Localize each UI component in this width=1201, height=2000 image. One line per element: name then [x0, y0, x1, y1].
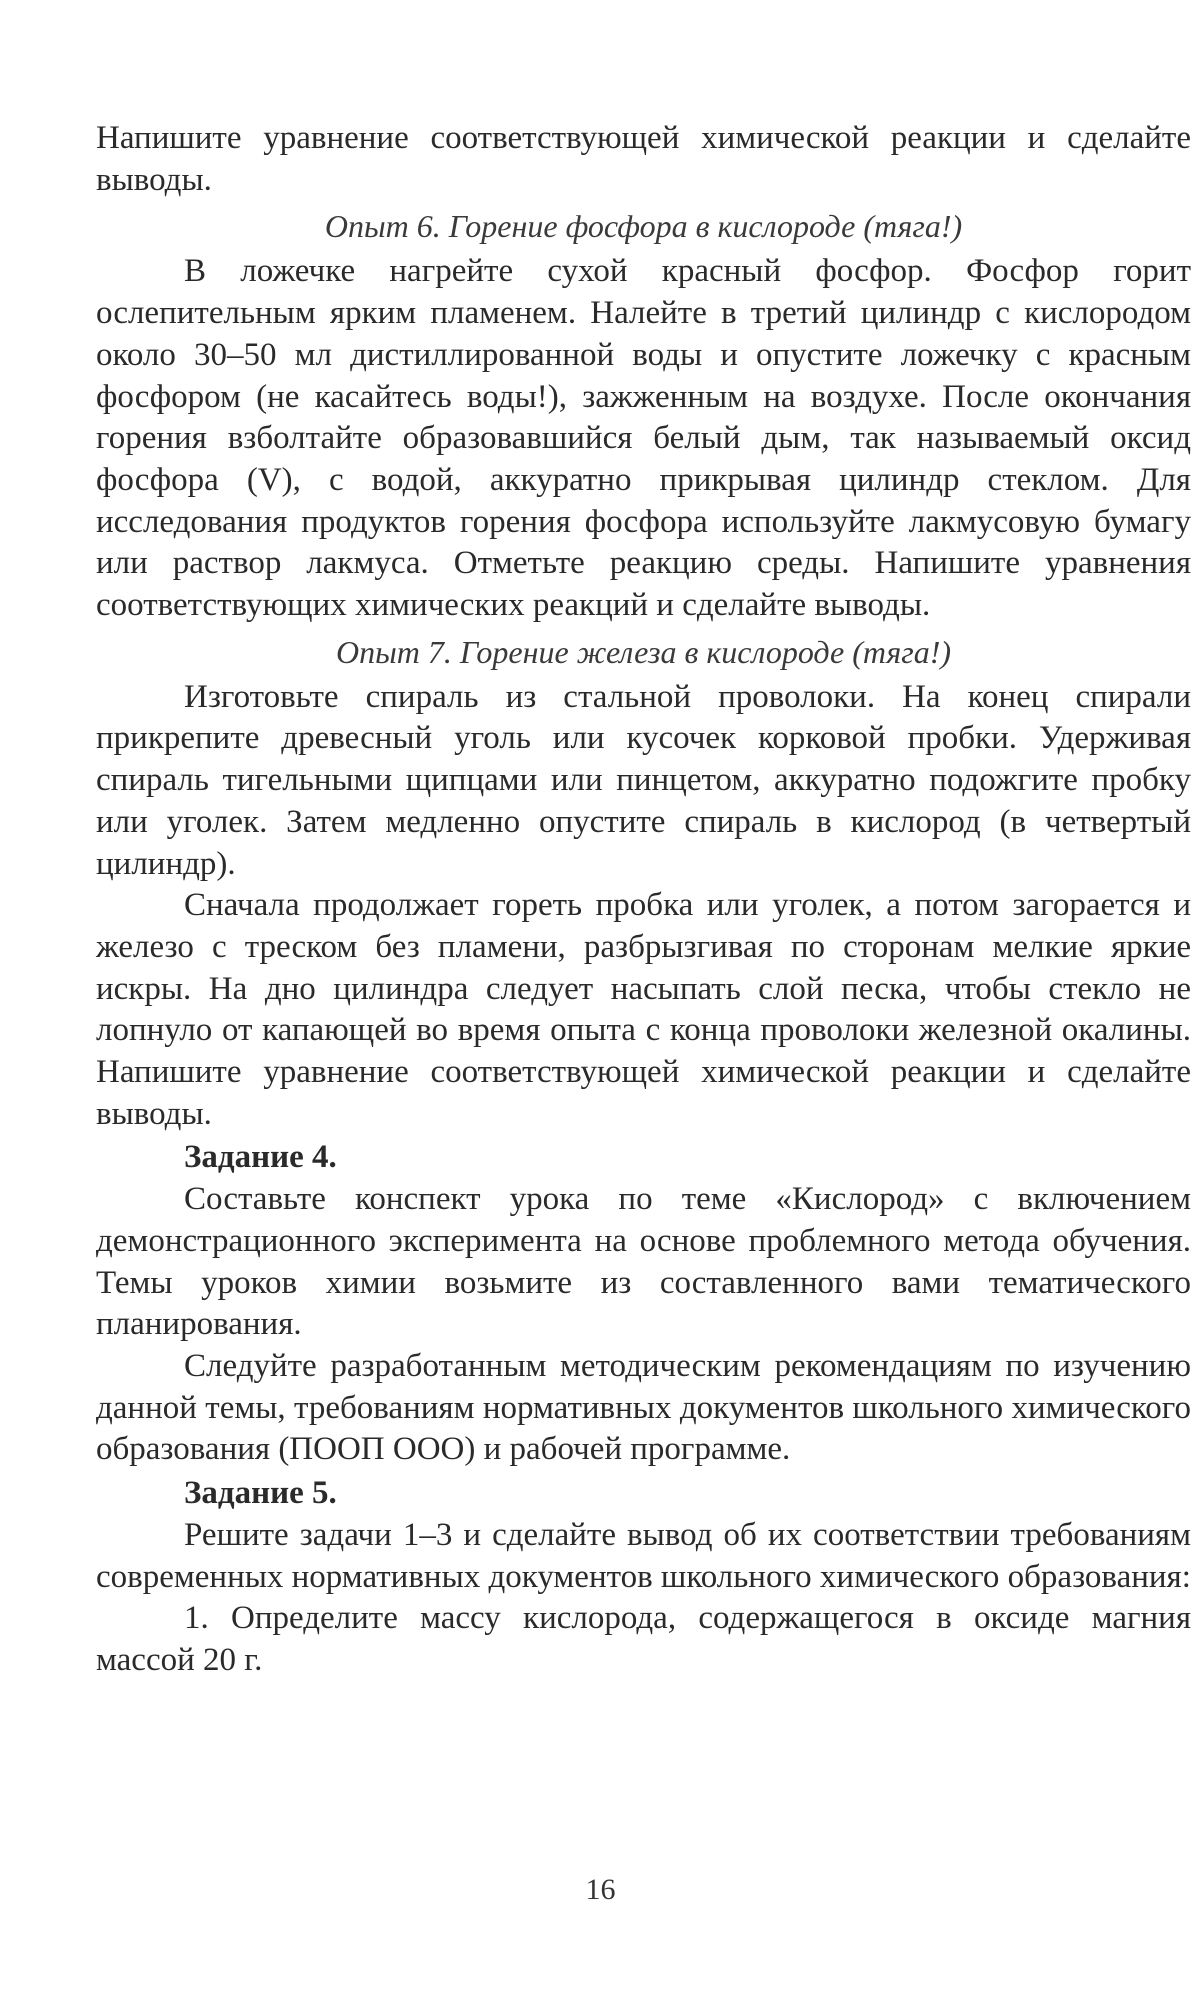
- page-number: 16: [585, 1873, 616, 1906]
- page-content: [96, 118, 1191, 1682]
- task-5-title: Задание 5.: [184, 1475, 337, 1512]
- task-4-title: Задание 4.: [184, 1139, 337, 1176]
- task-5-text: Решите задачи 1–3 и сделайте вывод об их соответствии требованиям современных нормативных документов школьного химического образования:: [96, 1516, 1191, 1595]
- task-4-text-2: Следуйте разработанным методическим рекомендациям по изучению данной темы, требованиям нормативных документов школьного химического образования (ПООП ООО) и рабочей программе.: [96, 1347, 1191, 1468]
- experiment-7-text-1: Изготовьте спираль из стальной проволоки. На конец спирали прикрепите древесный уголь или кусочек корковой пробки. Удерживая спираль тигельными щипцами или пинцетом, аккуратно подожгите пробку или уголек. Затем медленно опустите спираль в кислород (в четвертый цилиндр).: [96, 678, 1191, 882]
- experiment-6-text: В ложечке нагрейте сухой красный фосфор. Фосфор горит ослепительным ярким пламенем. Налейте в третий цилиндр с кислородом около 30–50 мл дистиллированной воды и опустите ложечку с красным фосфором (не касайтесь воды!), зажженным на воздухе. После окончания горения взболтайте образовавшийся белый дым, так называемый оксид фосфора (V), с водой, аккуратно прикрывая цилиндр стеклом. Для исследования продуктов горения фосфора используйте лакмусовую бумагу или раствор лакмуса. Отметьте реакцию среды. Напишите уравнения соответствующих химических реакций и сделайте выводы.: [96, 253, 1191, 624]
- experiment-7-heading: Опыт 7. Горение железа в кислороде (тяга!): [335, 633, 952, 670]
- task-4-text-1: Составьте конспект урока по теме «Кислород» с включением демонстрационного эксперимента на основе проблемного метода обучения. Темы уроков химии возьмите из составленного вами тематического планирования.: [96, 1181, 1191, 1343]
- task-5-problem-1: 1. Определите массу кислорода, содержащегося в оксиде магния массой 20 г.: [96, 1600, 1191, 1678]
- paragraph-intro: Напишите уравнение соответствующей химической реакции и сделайте выводы.: [96, 120, 1191, 198]
- experiment-6-heading: Опыт 6. Горение фосфора в кислороде (тяга!): [324, 208, 963, 245]
- experiment-7-text-2: Сначала продолжает гореть пробка или уголек, а потом загорается и железо с треском без пламени, разбрызгивая по сторонам мелкие яркие искры. На дно цилиндра следует насыпать слой песка, чтобы стекло не лопнуло от капающей во время опыта с конца проволоки железной окалины. Напишите уравнение соответствующей химической реакции и сделайте выводы.: [96, 887, 1191, 1132]
